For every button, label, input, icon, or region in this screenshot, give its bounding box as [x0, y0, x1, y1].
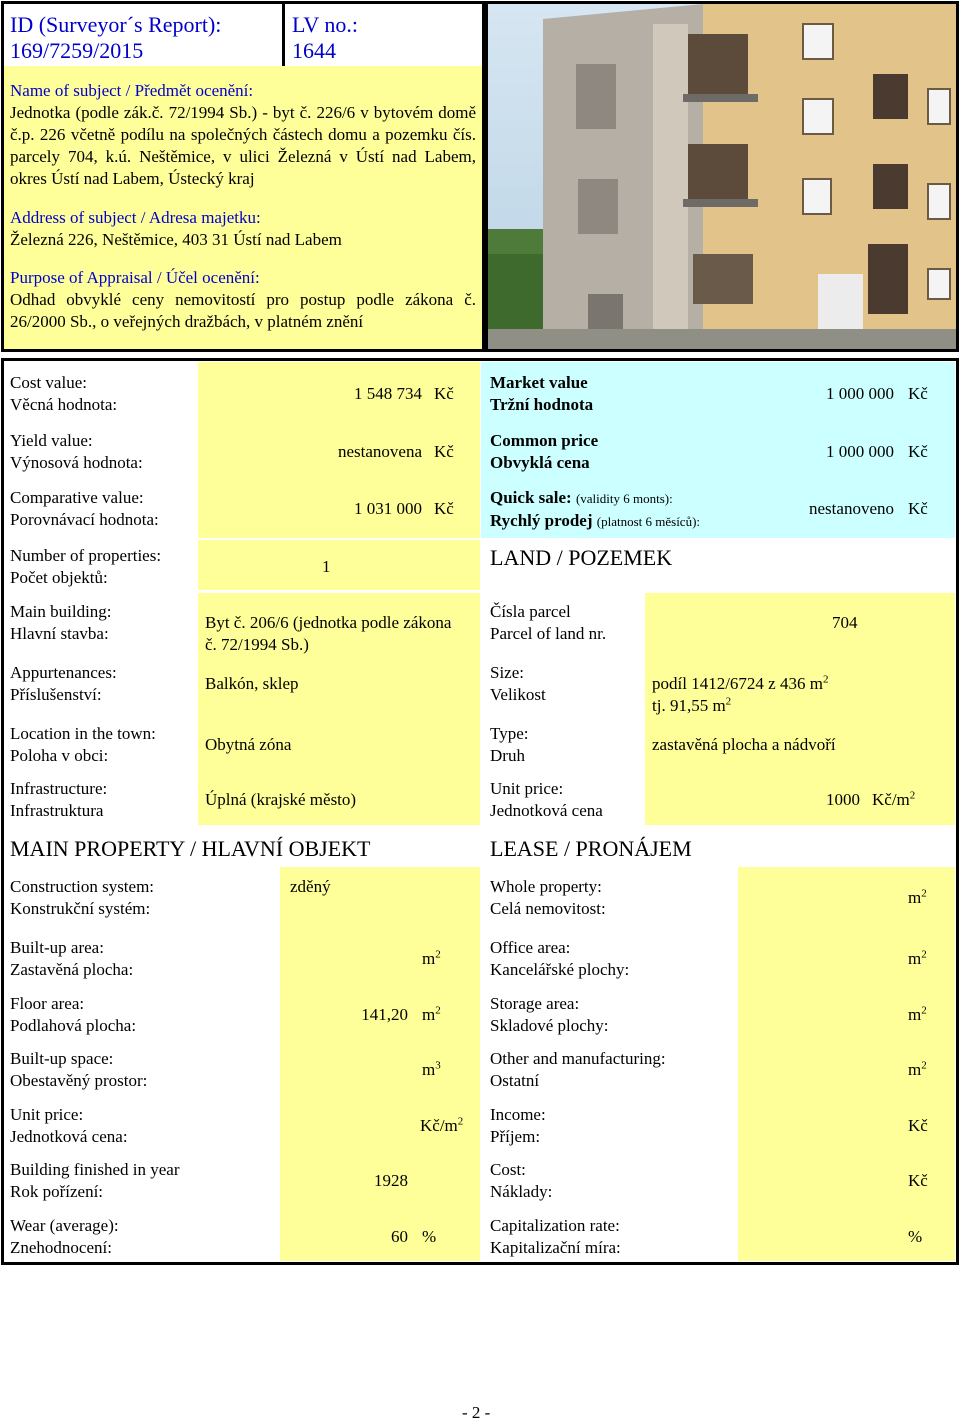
wear-label: Wear (average): Znehodnocení: — [10, 1216, 119, 1257]
common-price-unit: Kč — [908, 442, 928, 461]
location-value: Obytná zóna — [205, 735, 292, 754]
market-value-unit: Kč — [908, 384, 928, 403]
number-of-properties-value: 1 — [322, 557, 331, 576]
cost-value: 1 548 734 — [354, 384, 422, 403]
common-price: 1 000 000 — [826, 442, 894, 461]
storage-area-label: Storage area: Skladové plochy: — [490, 994, 609, 1035]
type-value: zastavěná plocha a nádvoří — [652, 735, 836, 754]
construction-value: zděný — [290, 877, 331, 896]
built-up-area-unit: $m^2$ — [422, 948, 441, 968]
main-unit-price-unit: $Kč/m^2$ — [420, 1115, 464, 1135]
year-label: Building finished in year Rok pořízení: — [10, 1160, 180, 1201]
number-of-properties-label: Number of properties: Počet objektů: — [10, 546, 162, 587]
lease-title: LEASE / PRONÁJEM — [490, 836, 692, 861]
floor-area-unit: $m^2$ — [422, 1004, 441, 1024]
cost-value-label: Cost value: Věcná hodnota: — [10, 373, 118, 414]
office-area-unit: $m^2$ — [908, 948, 927, 968]
yield-value-label: Yield value: Výnosová hodnota: — [10, 431, 143, 472]
quick-sale-value: nestanoveno — [809, 499, 894, 518]
building-photo — [488, 4, 956, 349]
capitalization-label: Capitalization rate: Kapitalizační míra: — [490, 1216, 621, 1257]
market-value-label: Market value Tržní hodnota — [490, 373, 594, 414]
cost-label: Cost: Náklady: — [490, 1160, 553, 1201]
wear-unit: % — [422, 1227, 437, 1246]
other-area-unit: $m^2$ — [908, 1059, 927, 1079]
quick-sale-unit: Kč — [908, 499, 928, 518]
appurtenances-value: Balkón, sklep — [205, 674, 299, 693]
comparative-value-unit: Kč — [434, 499, 454, 518]
address-label: Address of subject / Adresa majetku: — [10, 208, 261, 227]
infrastructure-label: Infrastructure: Infrastruktura — [10, 779, 108, 820]
subject-name-text: Jednotka (podle zák.č. 72/1994 Sb.) - byt č. 226/6 v bytovém domě č.p. 226 včetně podílu na společných částech domu a pozemku čís. parcely 704, k.ú. Neštěmice, v ulici Železná v Ústí nad Labem, okres Ústí nad Labem, Ústecký kraj — [10, 103, 476, 188]
other-area-label: Other and manufacturing: Ostatní — [490, 1049, 666, 1090]
cost-unit: Kč — [908, 1171, 928, 1190]
parcel-label: Čísla parcel Parcel of land nr. — [490, 602, 607, 643]
id-value: 169/7259/2015 — [10, 38, 144, 63]
built-up-area-label: Built-up area: Zastavěná plocha: — [10, 938, 134, 979]
floor-area-value: 141,20 — [361, 1005, 408, 1024]
land-title: LAND / POZEMEK — [490, 545, 673, 570]
location-label: Location in the town: Poloha v obci: — [10, 724, 156, 765]
appurtenances-label: Appurtenances: Příslušenství: — [10, 663, 117, 704]
built-up-space-unit: $m^3$ — [422, 1059, 441, 1079]
infrastructure-value: Úplná (krajské město) — [205, 790, 357, 809]
comparative-value: 1 031 000 — [354, 499, 422, 518]
type-label: Type: Druh — [490, 724, 529, 765]
purpose-label: Purpose of Appraisal / Účel ocenění: — [10, 268, 260, 287]
wear-value: 60 — [391, 1227, 408, 1246]
page-number: - 2 - — [462, 1403, 491, 1422]
cost-value-unit: Kč — [434, 384, 454, 403]
main-property-title: MAIN PROPERTY / HLAVNÍ OBJEKT — [10, 836, 371, 861]
property-count-cell — [198, 540, 480, 590]
size-value: podíl 1412/6724 z 436 $m^2$ tj. 91,55 $m^2$ — [652, 673, 829, 715]
yield-value-unit: Kč — [434, 442, 454, 461]
construction-label: Construction system: Konstrukční systém: — [10, 877, 155, 918]
size-label: Size: Velikost — [490, 663, 546, 704]
main-property-values-panel — [280, 867, 480, 1261]
land-unit-price-value: 1000 — [826, 790, 860, 809]
quick-sale-label: Quick sale: (validity 6 monts): Rychlý prodej (platnost 6 měsíců): — [490, 488, 701, 530]
whole-property-label: Whole property: Celá nemovitost: — [490, 877, 606, 918]
main-building-value: Byt č. 206/6 (jednotka podle zákona č. 72/1994 Sb.) — [205, 613, 452, 654]
purpose-text: Odhad obvyklé ceny nemovitostí pro postup podle zákona č. 26/2000 Sb., o veřejných dražbách, v platném znění — [10, 290, 476, 331]
id-label: ID (Surveyor´s Report): — [10, 12, 222, 37]
market-value: 1 000 000 — [826, 384, 894, 403]
storage-area-unit: $m^2$ — [908, 1004, 927, 1024]
lv-label: LV no.: — [292, 12, 359, 37]
subject-name-label: Name of subject / Předmět ocenění: — [10, 81, 254, 100]
built-up-space-label: Built-up space: Obestavěný prostor: — [10, 1049, 148, 1090]
yield-value: nestanovena — [337, 442, 422, 461]
capitalization-unit: % — [908, 1227, 923, 1246]
main-building-label: Main building: Hlavní stavba: — [10, 602, 112, 643]
comparative-value-label: Comparative value: Porovnávací hodnota: — [10, 488, 159, 529]
office-area-label: Office area: Kancelářské plochy: — [490, 938, 630, 979]
lv-value: 1644 — [292, 38, 336, 63]
year-value: 1928 — [374, 1171, 408, 1190]
income-unit: Kč — [908, 1116, 928, 1135]
id-divider — [282, 1, 285, 66]
main-unit-price-label: Unit price: Jednotková cena: — [10, 1105, 128, 1146]
parcel-value: 704 — [832, 613, 858, 632]
income-label: Income: Příjem: — [490, 1105, 546, 1146]
land-unit-price-label: Unit price: Jednotková cena — [490, 779, 603, 820]
whole-property-unit: $m^2$ — [908, 887, 927, 907]
common-price-label: Common price Obvyklá cena — [490, 431, 599, 472]
land-unit-price-unit: $Kč/m^2$ — [872, 789, 916, 809]
address-text: Železná 226, Neštěmice, 403 31 Ústí nad Labem — [10, 230, 342, 249]
floor-area-label: Floor area: Podlahová plocha: — [10, 994, 137, 1035]
